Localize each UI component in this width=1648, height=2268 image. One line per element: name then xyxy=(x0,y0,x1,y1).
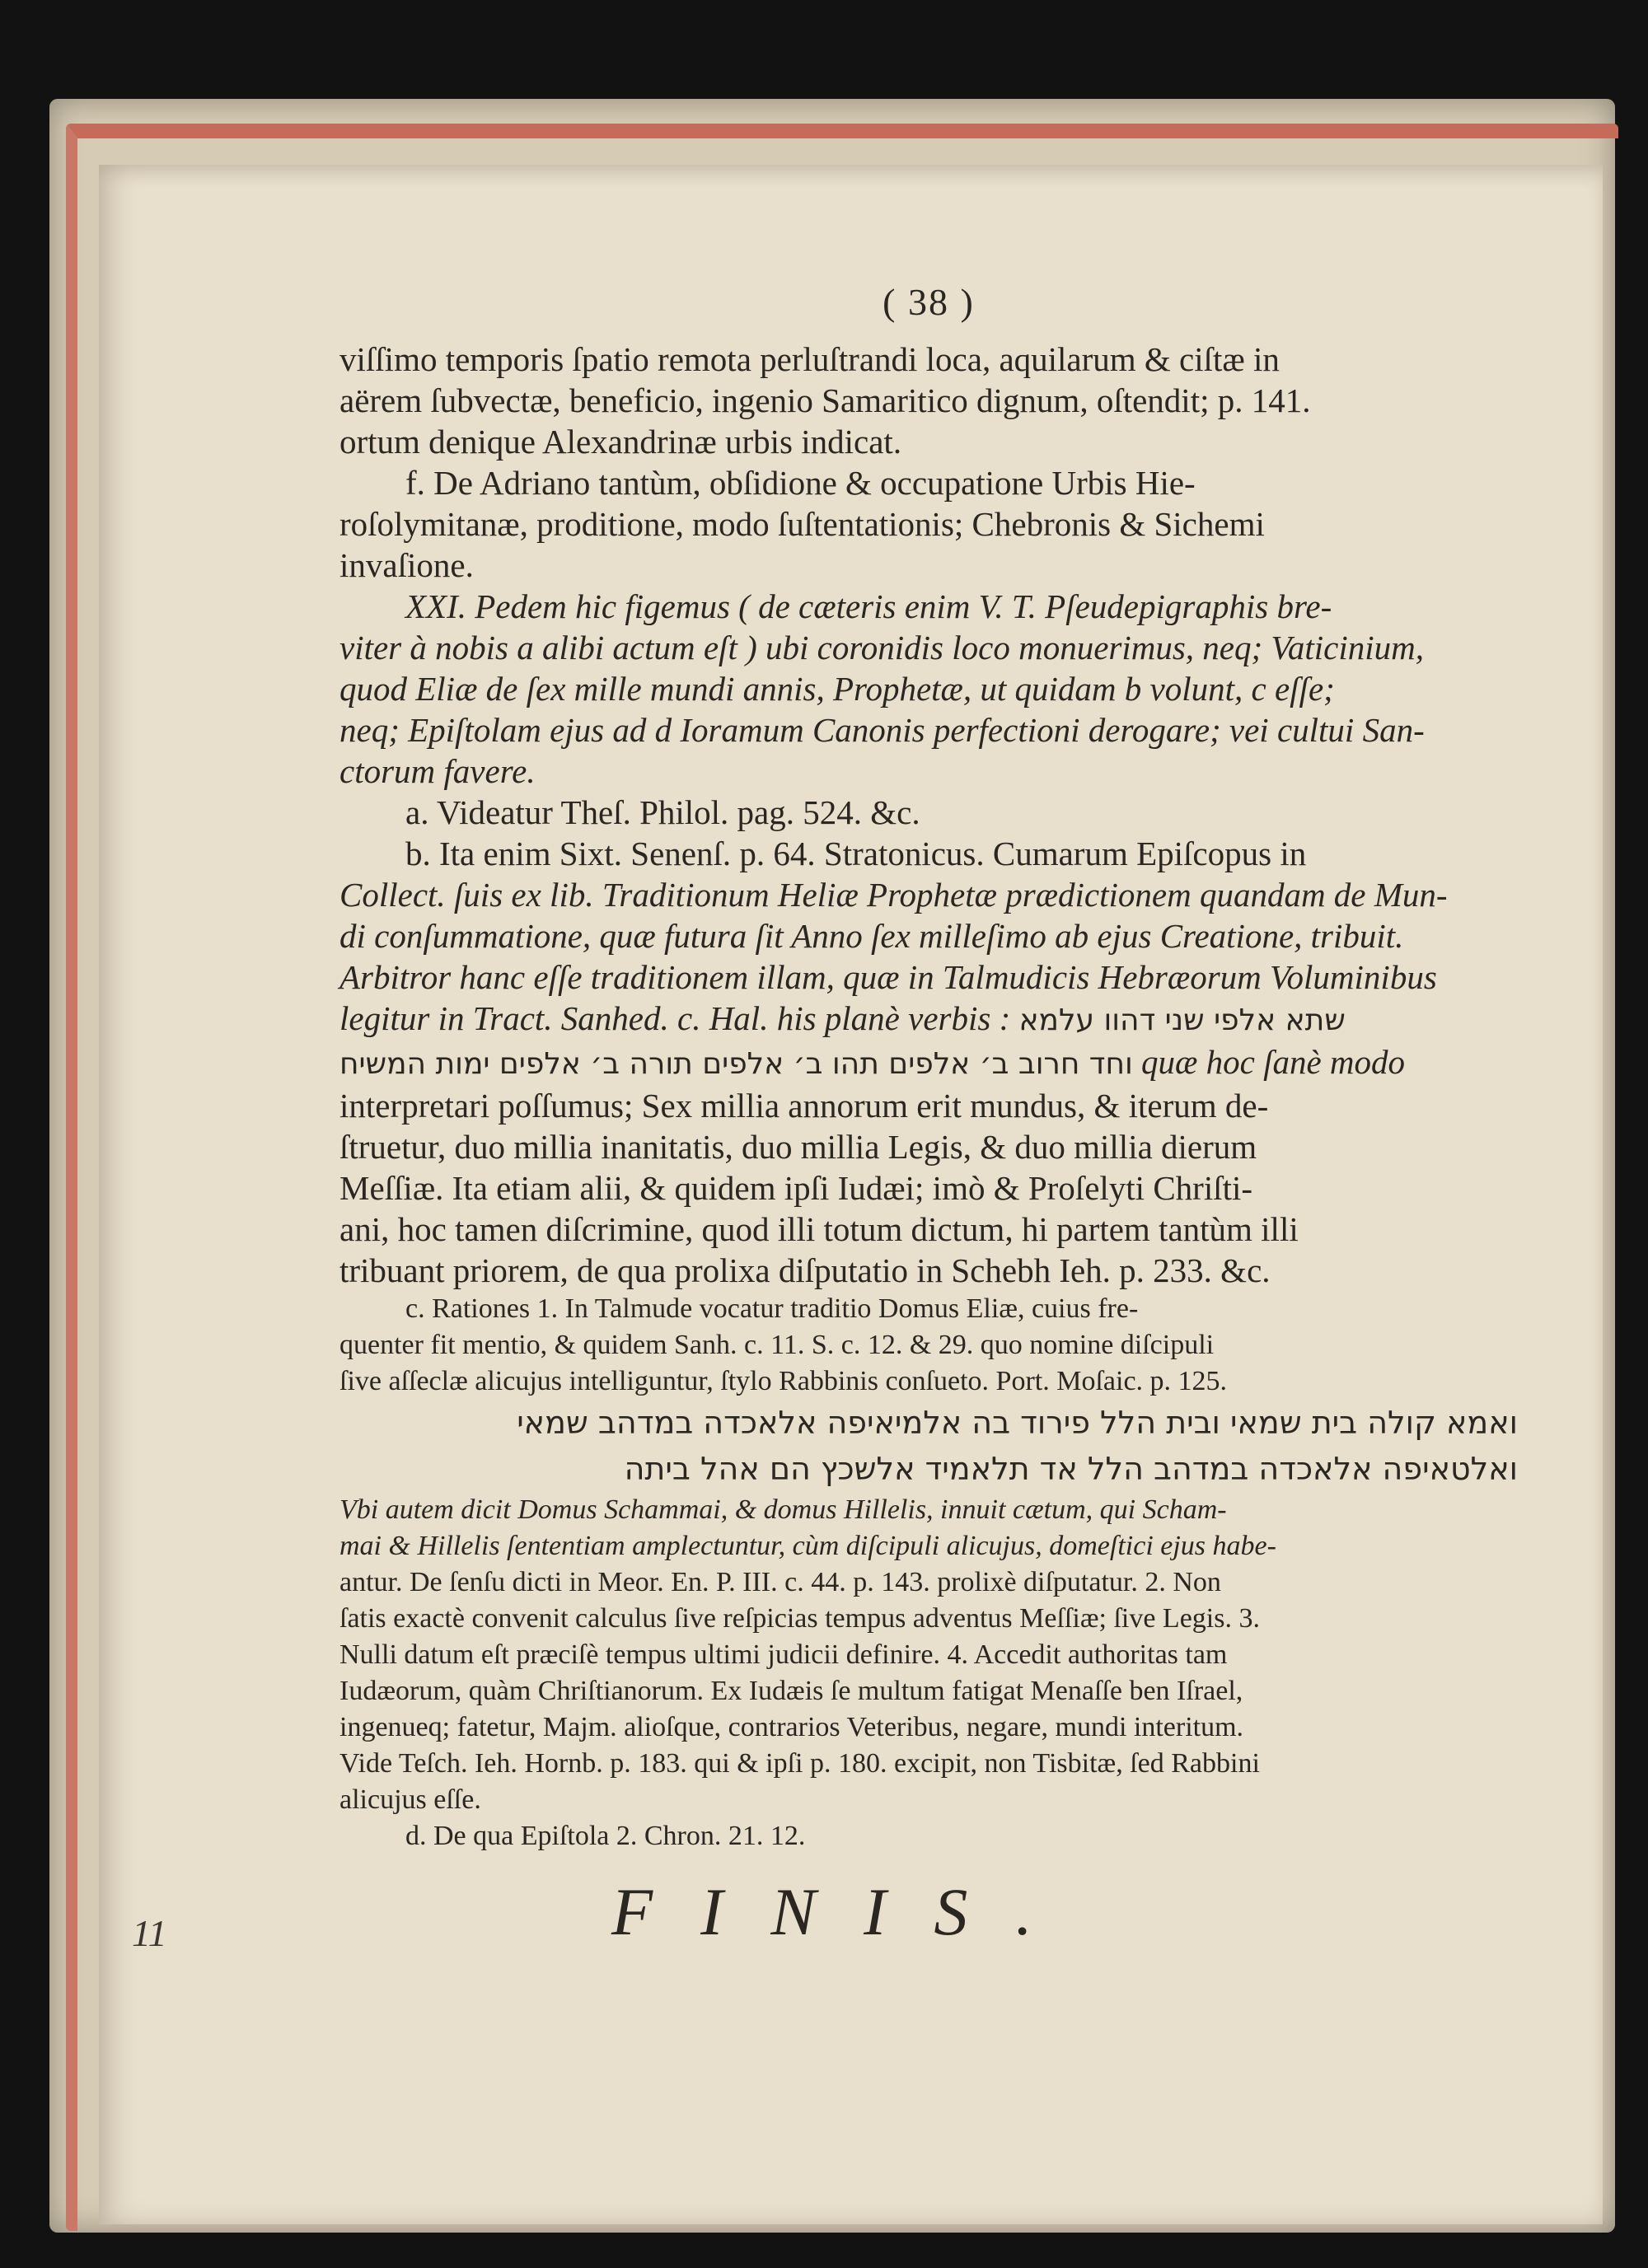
text-line: neq; Epiſtolam ejus ad d Ioramum Canonis perfectioni derogare; vei cultui San- xyxy=(339,711,1425,749)
text-line: roſolymitanæ, proditione, modo ſuſtentationis; Chebronis & Sichemi xyxy=(339,505,1265,543)
footnote-line: antur. De ſenſu dicti in Meor. En. P. III. c. 44. p. 143. prolixè diſputatur. 2. Non xyxy=(339,1567,1221,1597)
note-line-text: legitur in Tract. Sanhed. c. Hal. his planè verbis : xyxy=(339,999,1011,1037)
text-line: viſſimo temporis ſpatio remota perluſtrandi loca, aquilarum & ciſtæ in xyxy=(339,340,1280,378)
note-line: Collect. ſuis ex lib. Traditionum Heliæ Prophetæ prædictionem quandam de Mun- xyxy=(339,876,1448,914)
footnote-line: Nulli datum eſt præciſè tempus ultimi judicii definire. 4. Accedit authoritas tam xyxy=(339,1639,1228,1670)
hebrew-line: ואלטאיפה אלאכדה במדהב הלל אד תלאמיד אלשכץ הם אהל ביתה xyxy=(624,1451,1518,1487)
text-line: aërem ſubvectæ, beneficio, ingenio Samaritico dignum, oſtendit; p. 141. xyxy=(339,381,1311,419)
note-line: ſtruetur, duo millia inanitatis, duo millia Legis, & duo millia dierum xyxy=(339,1128,1257,1166)
text-line: f. De Adriano tantùm, obſidione & occupatione Urbis Hie- xyxy=(405,464,1196,502)
margin-handwritten-note: 11 xyxy=(132,1912,167,1954)
finis-heading: FINIS. xyxy=(611,1874,1080,1949)
note-line-with-hebrew xyxy=(339,998,1518,1041)
footnote-line: mai & Hillelis ſententiam amplectuntur, cùm diſcipuli alicujus, domeſtici ejus habe- xyxy=(339,1531,1276,1561)
text-line: ortum denique Alexandrinæ urbis indicat. xyxy=(339,423,902,461)
footnote-line: Vide Teſch. Ieh. Hornb. p. 183. qui & ipſi p. 180. excipit, non Tisbitæ, ſed Rabbini xyxy=(339,1748,1260,1779)
note-line: tribuant priorem, de qua prolixa diſputatio in Schebh Ieh. p. 233. &c. xyxy=(339,1251,1271,1289)
text-line: ctorum favere. xyxy=(339,752,536,790)
hebrew-quote: שתא אלפי שני דהוו עלמא xyxy=(1018,1003,1346,1037)
section-heading-line: XXI. Pedem hic figemus ( de cæteris enim V. T. Pſeudepigraphis bre- xyxy=(405,587,1332,625)
footnote-line: d. De qua Epiſtola 2. Chron. 21. 12. xyxy=(405,1821,806,1851)
hebrew-line: ואמא קולה בית שמאי ובית הלל פירוד בה אלמיאיפה אלאכדה במדהב שמאי xyxy=(517,1405,1518,1441)
note-line: interpretari poſſumus; Sex millia annorum erit mundus, & iterum de- xyxy=(339,1087,1269,1125)
footnote-line: Vbi autem dicit Domus Schammai, & domus Hillelis, innuit cætum, qui Scham- xyxy=(339,1494,1227,1525)
note-line: a. Videatur Theſ. Philol. pag. 524. &c. xyxy=(405,793,920,831)
note-line: Arbitror hanc eſſe traditionem illam, quæ in Talmudicis Hebræorum Voluminibus xyxy=(339,958,1437,996)
hebrew-quote: וחד חרוב ב׳ אלפים תהו ב׳ אלפים תורה ב׳ אלפים ימות המשיח xyxy=(339,1047,1133,1081)
text-block xyxy=(339,280,1518,1953)
footnote-line: ingenueq; fatetur, Majm. alioſque, contrarios Veteribus, negare, mundi interitum. xyxy=(339,1712,1244,1742)
text-line: invaſione. xyxy=(339,546,474,584)
note-line: b. Ita enim Sixt. Senenſ. p. 64. Stratonicus. Cumarum Epiſcopus in xyxy=(405,835,1307,872)
text-line: quod Eliæ de ſex mille mundi annis, Prophetæ, ut quidam b volunt, c eſſe; xyxy=(339,670,1335,708)
hebrew-line xyxy=(339,1041,1518,1085)
footnote-line: quenter fit mentio, & quidem Sanh. c. 11. S. c. 12. & 29. quo nomine diſcipuli xyxy=(339,1330,1215,1360)
note-line: di conſummatione, quæ futura ſit Anno ſex milleſimo ab ejus Creatione, tribuit. xyxy=(339,917,1404,955)
page-number: ( 38 ) xyxy=(883,281,975,323)
footnote-line: ſatis exactè convenit calculus ſive reſpicias tempus adventus Meſſiæ; ſive Legis. 3. xyxy=(339,1603,1260,1634)
footnote-line: alicujus eſſe. xyxy=(339,1784,481,1815)
footnote-line: c. Rationes 1. In Talmude vocatur traditio Domus Eliæ, cuius fre- xyxy=(405,1293,1139,1324)
note-line-text: quæ hoc ſanè modo xyxy=(1141,1043,1406,1081)
note-line: ani, hoc tamen diſcrimine, quod illi totum dictum, hi partem tantùm illi xyxy=(339,1210,1299,1248)
note-line: Meſſiæ. Ita etiam alii, & quidem ipſi Iudæi; imò & Proſelyti Chriſti- xyxy=(339,1169,1253,1207)
text-line: viter à nobis a alibi actum eſt ) ubi coronidis loco monuerimus, neq; Vaticinium, xyxy=(339,629,1425,666)
footnote-line: ſive aſſeclæ alicujus intelliguntur, ſtylo Rabbinis conſueto. Port. Moſaic. p. 125. xyxy=(339,1366,1228,1396)
footnote-line: Iudæorum, quàm Chriſtianorum. Ex Iudæis ſe multum fatigat Menaſſe ben Iſrael, xyxy=(339,1676,1243,1706)
